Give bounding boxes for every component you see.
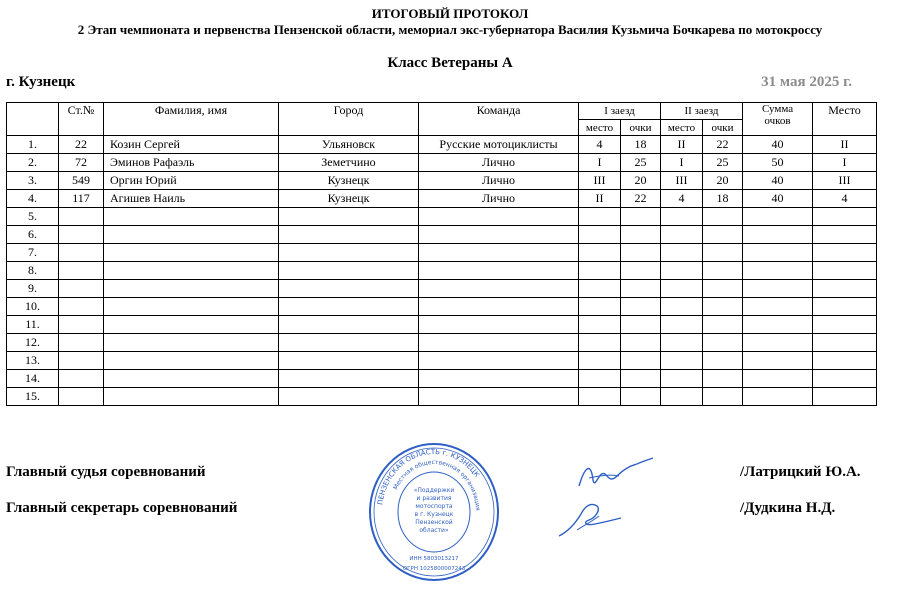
cell-race2-place [661, 370, 703, 388]
cell-race1-place [579, 316, 621, 334]
cell-race1-place [579, 370, 621, 388]
cell-race2-points [703, 334, 743, 352]
stamp-center-line: мотоспорта [415, 503, 453, 510]
cell-rider-city [279, 334, 419, 352]
cell-rider-team: Лично [419, 190, 579, 208]
cell-start-number [59, 244, 104, 262]
cell-race1-place [579, 262, 621, 280]
cell-start-number: 22 [59, 136, 104, 154]
stamp-inn: ИНН 5803013217 [409, 556, 459, 562]
stamp-center-line: в г. Кузнецк [414, 511, 454, 518]
stamp-center-line: «Поддержки [413, 487, 455, 494]
chief-secretary-signature [555, 496, 625, 540]
cell-row-number: 8. [7, 262, 59, 280]
stamp-ogrn: ОГРН 1025800007243 [402, 566, 466, 572]
cell-race1-points: 18 [621, 136, 661, 154]
cell-row-number: 11. [7, 316, 59, 334]
cell-race1-points: 20 [621, 172, 661, 190]
cell-race2-points [703, 388, 743, 406]
cell-row-number: 10. [7, 298, 59, 316]
document-subtitle: 2 Этап чемпионата и первенства Пензенской области, мемориал экс-губернатора Василия Кузьмича Бочкарева по мотокроссу [77, 22, 823, 37]
cell-rider-name: Оргин Юрий [104, 172, 279, 190]
cell-race2-points [703, 208, 743, 226]
cell-rider-name [104, 316, 279, 334]
table-row [7, 334, 877, 352]
col-header-race1-points: очки [621, 120, 661, 136]
cell-points-sum [743, 262, 813, 280]
col-header-name: Фамилия, имя [104, 103, 279, 136]
cell-race1-points [621, 388, 661, 406]
cell-row-number: 3. [7, 172, 59, 190]
city-label: г. Кузнецк [6, 74, 76, 90]
cell-start-number [59, 280, 104, 298]
class-heading: Класс Ветераны А [387, 55, 513, 71]
cell-start-number [59, 226, 104, 244]
cell-race1-points [621, 334, 661, 352]
cell-rider-name [104, 262, 279, 280]
cell-row-number: 13. [7, 352, 59, 370]
cell-race1-points [621, 208, 661, 226]
cell-race2-points [703, 244, 743, 262]
cell-rider-city [279, 262, 419, 280]
cell-race2-place [661, 388, 703, 406]
cell-race2-points [703, 262, 743, 280]
cell-final-place [813, 262, 877, 280]
cell-points-sum [743, 388, 813, 406]
cell-race1-points [621, 280, 661, 298]
cell-race2-place [661, 244, 703, 262]
stamp-center-line: области» [419, 527, 449, 534]
cell-row-number: 5. [7, 208, 59, 226]
cell-rider-team [419, 388, 579, 406]
cell-race2-place [661, 226, 703, 244]
cell-points-sum [743, 334, 813, 352]
cell-race2-points [703, 352, 743, 370]
col-header-city: Город [279, 103, 419, 136]
col-header-sum [743, 103, 813, 136]
results-table [6, 102, 877, 406]
cell-rider-city: Ульяновск [279, 136, 419, 154]
cell-race1-place [579, 226, 621, 244]
cell-rider-team [419, 226, 579, 244]
cell-race2-place [661, 262, 703, 280]
cell-rider-city [279, 388, 419, 406]
cell-row-number: 14. [7, 370, 59, 388]
table-row [7, 280, 877, 298]
cell-rider-name [104, 208, 279, 226]
cell-start-number [59, 370, 104, 388]
cell-row-number: 4. [7, 190, 59, 208]
cell-final-place [813, 334, 877, 352]
table-row [7, 208, 877, 226]
cell-race2-place [661, 280, 703, 298]
cell-race1-place [579, 298, 621, 316]
cell-final-place [813, 208, 877, 226]
cell-rider-team [419, 244, 579, 262]
cell-race1-place: II [579, 190, 621, 208]
cell-start-number [59, 316, 104, 334]
cell-race1-place [579, 208, 621, 226]
table-row [7, 226, 877, 244]
cell-race2-place [661, 334, 703, 352]
chief-judge-label: Главный судья соревнований [6, 464, 206, 480]
cell-points-sum: 40 [743, 136, 813, 154]
cell-row-number: 12. [7, 334, 59, 352]
cell-rider-name [104, 244, 279, 262]
cell-rider-city [279, 298, 419, 316]
cell-rider-team: Русские мотоциклисты [419, 136, 579, 154]
cell-start-number [59, 262, 104, 280]
cell-rider-city [279, 370, 419, 388]
col-header-race1-place: место [579, 120, 621, 136]
table-row [7, 190, 877, 208]
cell-race1-points [621, 298, 661, 316]
document-title: ИТОГОВЫЙ ПРОТОКОЛ [371, 6, 529, 21]
cell-rider-team [419, 370, 579, 388]
cell-race1-place [579, 280, 621, 298]
cell-race2-points [703, 298, 743, 316]
cell-rider-name [104, 298, 279, 316]
chief-secretary-label: Главный секретарь соревнований [6, 500, 238, 516]
cell-final-place [813, 388, 877, 406]
col-header-place: Место [813, 103, 877, 136]
cell-race1-place: III [579, 172, 621, 190]
cell-rider-city: Земетчино [279, 154, 419, 172]
col-header-sum-line2: очков [764, 115, 791, 127]
cell-final-place [813, 298, 877, 316]
cell-race2-points: 22 [703, 136, 743, 154]
cell-race2-place: 4 [661, 190, 703, 208]
cell-race1-points [621, 244, 661, 262]
table-row [7, 244, 877, 262]
cell-rider-team: Лично [419, 154, 579, 172]
cell-row-number: 6. [7, 226, 59, 244]
cell-points-sum [743, 208, 813, 226]
organization-stamp [368, 442, 500, 582]
cell-final-place: 4 [813, 190, 877, 208]
table-row [7, 154, 877, 172]
cell-rider-team [419, 298, 579, 316]
cell-final-place [813, 226, 877, 244]
cell-rider-city [279, 244, 419, 262]
cell-race1-points: 22 [621, 190, 661, 208]
cell-race2-points: 25 [703, 154, 743, 172]
cell-rider-team [419, 262, 579, 280]
col-header-sum-line1: Сумма [761, 103, 794, 115]
chief-judge-name: /Латрицкий Ю.А. [740, 464, 861, 480]
cell-points-sum [743, 352, 813, 370]
cell-race2-place: I [661, 154, 703, 172]
cell-race2-points [703, 370, 743, 388]
cell-rider-city [279, 226, 419, 244]
table-row [7, 136, 877, 154]
cell-rider-name [104, 370, 279, 388]
cell-final-place [813, 316, 877, 334]
cell-points-sum [743, 298, 813, 316]
cell-start-number [59, 352, 104, 370]
cell-rider-city [279, 208, 419, 226]
cell-race1-place: 4 [579, 136, 621, 154]
cell-points-sum [743, 370, 813, 388]
cell-row-number: 9. [7, 280, 59, 298]
cell-start-number [59, 334, 104, 352]
cell-race1-points [621, 226, 661, 244]
cell-start-number: 117 [59, 190, 104, 208]
cell-race1-points [621, 316, 661, 334]
cell-race2-place: II [661, 136, 703, 154]
cell-points-sum: 40 [743, 172, 813, 190]
cell-race1-points: 25 [621, 154, 661, 172]
cell-rider-name: Агишев Наиль [104, 190, 279, 208]
stamp-center-line: Пензенской [415, 519, 453, 526]
col-header-row-number [7, 103, 59, 136]
cell-race1-place [579, 388, 621, 406]
cell-rider-name [104, 352, 279, 370]
cell-rider-name: Козин Сергей [104, 136, 279, 154]
cell-final-place [813, 352, 877, 370]
col-header-race1: I заезд [579, 103, 661, 120]
cell-rider-name [104, 334, 279, 352]
cell-final-place [813, 244, 877, 262]
cell-final-place [813, 370, 877, 388]
cell-points-sum [743, 244, 813, 262]
cell-rider-name: Эминов Рафаэль [104, 154, 279, 172]
stamp-outer-text: ПЕНЗЕНСКАЯ ОБЛАСТЬ г. КУЗНЕЦК [376, 447, 481, 506]
cell-race1-points [621, 352, 661, 370]
cell-rider-city [279, 352, 419, 370]
cell-row-number: 2. [7, 154, 59, 172]
cell-rider-team [419, 352, 579, 370]
cell-final-place: III [813, 172, 877, 190]
col-header-team: Команда [419, 103, 579, 136]
cell-rider-city [279, 280, 419, 298]
date-label: 31 мая 2025 г. [761, 74, 852, 90]
cell-race2-place: III [661, 172, 703, 190]
cell-rider-city [279, 316, 419, 334]
table-row [7, 388, 877, 406]
cell-rider-city: Кузнецк [279, 190, 419, 208]
table-row [7, 352, 877, 370]
cell-start-number [59, 388, 104, 406]
cell-start-number [59, 298, 104, 316]
cell-race1-points [621, 262, 661, 280]
cell-race1-place [579, 244, 621, 262]
table-row [7, 262, 877, 280]
cell-rider-team [419, 316, 579, 334]
cell-row-number: 1. [7, 136, 59, 154]
col-header-start-no: Ст.№ [59, 103, 104, 136]
table-row [7, 316, 877, 334]
cell-points-sum [743, 226, 813, 244]
cell-race2-points [703, 226, 743, 244]
cell-start-number [59, 208, 104, 226]
cell-race2-points: 20 [703, 172, 743, 190]
table-row [7, 370, 877, 388]
cell-start-number: 72 [59, 154, 104, 172]
cell-row-number: 7. [7, 244, 59, 262]
col-header-race2-points: очки [703, 120, 743, 136]
table-row [7, 172, 877, 190]
cell-start-number: 549 [59, 172, 104, 190]
cell-rider-team [419, 280, 579, 298]
table-row [7, 298, 877, 316]
chief-judge-signature [575, 456, 655, 496]
cell-rider-team: Лично [419, 172, 579, 190]
cell-race1-place: I [579, 154, 621, 172]
stamp-center-line: и развития [416, 495, 452, 502]
cell-race1-place [579, 352, 621, 370]
cell-race1-points [621, 370, 661, 388]
col-header-race2: II заезд [661, 103, 743, 120]
cell-rider-city: Кузнецк [279, 172, 419, 190]
cell-race2-place [661, 352, 703, 370]
cell-row-number: 15. [7, 388, 59, 406]
cell-race2-points [703, 316, 743, 334]
cell-rider-name [104, 226, 279, 244]
cell-race2-points: 18 [703, 190, 743, 208]
col-header-race2-place: место [661, 120, 703, 136]
cell-race1-place [579, 334, 621, 352]
cell-rider-team [419, 208, 579, 226]
cell-race2-place [661, 208, 703, 226]
cell-points-sum: 40 [743, 190, 813, 208]
cell-points-sum: 50 [743, 154, 813, 172]
cell-final-place [813, 280, 877, 298]
cell-points-sum [743, 280, 813, 298]
cell-points-sum [743, 316, 813, 334]
cell-final-place: I [813, 154, 877, 172]
stamp-ring-text: Местная общественная организация [392, 458, 482, 511]
cell-rider-name [104, 280, 279, 298]
cell-race2-place [661, 316, 703, 334]
cell-race2-place [661, 298, 703, 316]
cell-final-place: II [813, 136, 877, 154]
cell-rider-name [104, 388, 279, 406]
chief-secretary-name: /Дудкина Н.Д. [740, 500, 836, 516]
cell-rider-team [419, 334, 579, 352]
cell-race2-points [703, 280, 743, 298]
